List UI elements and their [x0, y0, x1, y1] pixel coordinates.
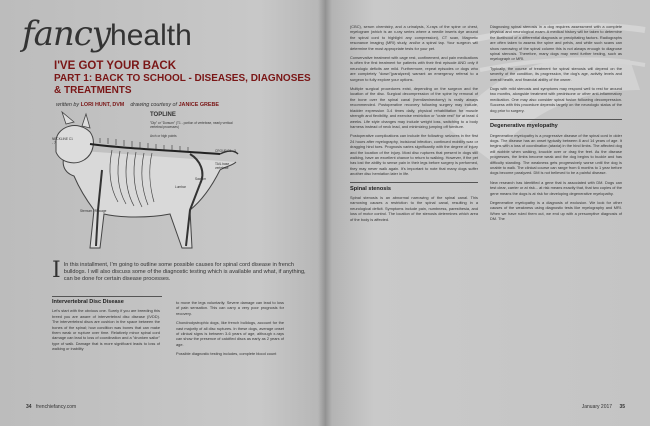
section-rule — [490, 119, 622, 120]
right-column-1 — [350, 24, 478, 226]
right-col2-p3: Dogs with mild stenosis and symptoms may respond well to rest for around two months, alongside treatment with prednisone or other anti-inflammatory medication. One may also consider spinal fusion following decompression. Success with this procedure depends largely on the neurologic status of the dog prior to surgery. — [490, 86, 622, 113]
label-dip: "Dip" or "Dorsum" (T1 - portion of vertebrae, nearly vertical vertebral processes) — [150, 121, 233, 129]
footer-date: January 2017 — [581, 404, 613, 410]
right-col2-p6: Degenerative myelopathy is a diagnosis of exclusion. We look for other causes of the weakness using diagnostic tests like myelography and MRI. When we have ruled them out, we end up with a presumptive diagnosis of DM. The — [490, 199, 622, 222]
title-line-2: PART 1: BACK TO SCHOOL - DISEASES, DIAGNOSES — [54, 73, 311, 84]
masthead-health: health — [110, 19, 192, 52]
heading-degenerative-myelopathy: Degenerative myelopathy — [490, 123, 558, 130]
byline-written-prefix: written by — [56, 102, 80, 108]
footer-left — [26, 404, 76, 410]
left-col2-p2: Chondrodystrophic dogs, like french bulldogs, account for the vast majority of all disc ruptures. In these dogs, average onset of clinical signs is between 3-6 years of age, although x-rays can show the presence of calcified discs as early as 2 years of age. — [176, 320, 284, 347]
left-col2-p3: Possible diagnostic testing includes, complete blood count — [176, 351, 277, 357]
section-masthead — [22, 14, 192, 54]
footer-site: frenchiefancy.com — [35, 404, 77, 410]
label-arch: Arch or high points — [150, 134, 177, 138]
left-col2-p1: to move the legs voluntarily. Severe damage can lead to loss of pain sensation. This can carry a very poor prognosis for recovery. — [176, 300, 284, 316]
intro-paragraph — [52, 258, 312, 283]
right-column-2 — [490, 24, 622, 226]
dog-skeleton-illustration — [50, 110, 245, 255]
page-number-left: 34 — [26, 404, 32, 410]
section-rule — [350, 182, 478, 183]
byline-illustrator: JANICE GREBE — [178, 102, 220, 108]
title-line-1: I'VE GOT YOUR BACK — [54, 60, 177, 72]
topline-label: TOPLINE — [150, 112, 176, 118]
label-sternum: Sternum / Ribcage — [80, 209, 107, 213]
heading-spinal-stenosis: Spinal stenosis — [350, 185, 392, 192]
left-column-2 — [176, 300, 284, 361]
label-sacrum: Sacrum — [195, 177, 206, 181]
right-col1-p1: (CBC), serum chemistry, and a urinalysis, X-rays of the spine or chest, myelogram (which is an x-ray series where a needle inserts dye around the spinal cord to highlight any compression), CT scan, Magnetic resonance imaging (MRI) study, and/or a spinal tap. Your surgeon will determine the most appropriate tests for your pet. — [350, 24, 478, 51]
byline-author: LORI HUNT, DVM — [80, 102, 125, 108]
byline — [56, 102, 219, 108]
right-col2-p5: New research has identified a gene that is associated with DM. Dogs can test clear, carrier or at risk... at risk means exactly that, that two copies of the gene means the dogs is at risk for developing degenerative myelopathy. — [490, 179, 622, 196]
article-title — [54, 60, 344, 97]
right-col1-p2: Conservative treatment with cage rest, confinement, and pain medications is often the first treatment for patients with their first episode AND only if neurologic deficits are mild. Furthermore, repeat episodes or dogs who are completely "down"(paralyzed) warrant an emergency referral to a surgeon to fully explore your options. — [350, 55, 478, 82]
masthead-fancy: fancy — [22, 14, 111, 54]
right-col1-p5: Spinal stenosis is an abnormal narrowing of the spinal canal. This narrowing causes a restriction to the spinal canal, resulting in a neurological deficit. Symptoms include pain, numbness, paresthesia, and loss of motor control. The location of the stenosis determines which area of the body is affected. — [350, 194, 478, 222]
label-croup: CROUP S1 - 3 — [215, 149, 236, 153]
drop-cap: I — [52, 258, 61, 283]
label-tail: TAIL base vertebrae — [215, 162, 230, 170]
label-lumbar: Lumbar — [175, 185, 186, 189]
right-col2-p1: Diagnosing spinal stenosis in a dog requires assessment with a complete physical and neurological exam. A medical history will be taken to determine the likelihood of a differential diagnosis or precipitating factors. Radiographs are often taken to assess the spine and pelvis, and while such scans can show narrowing of the spinal column this is not always enough to diagnose spinal stenosis. Therefore, many dogs may need further testing, such as myelograph or MRI. — [490, 24, 622, 62]
heading-ivdd: Intervertebral Disc Disease — [52, 299, 124, 305]
page-number-right: 35 — [619, 404, 625, 410]
section-rule — [52, 296, 162, 297]
left-column-1 — [52, 300, 160, 356]
byline-drawing-prefix: drawing courtesy of — [130, 102, 178, 108]
right-col2-p2: Typically, the course of treatment for spinal stenosis will depend on the severity of the condition, its progression, the dog's age, activity levels and overall health, and financial ability of the owner. — [490, 65, 622, 82]
right-col1-p3: Multiple surgical procedures exist, depending on the surgeon and the location of the disc. Surgical decompression of the spine by removal of the bone over the spinal canal (hemilaminectomy) is really always recommended. Postoperative recovery following surgery may include, bladder expression 3-4 times daily, physical rehabilitation for muscle strength and flexibility, and exercise restriction or "crate rest" for at least 4 weeks. Life style changes may include weight loss, switching to a body harness instead of neck lead, and minimizing jumping off furniture. — [350, 86, 478, 129]
right-col2-p4: Degenerative myelopathy is a progressive disease of the spinal cord in older dogs. The disease has an onset typically between 8 and 14 years of age. It begins with a loss of coordination (ataxia) in the hind limbs. The affected dog will wobble when walking, knuckle over or drag the feet. As the disease progresses, the limbs become weak and the dog begins to buckle and has difficulty standing. The weakness gets progressively worse until the dog is unable to walk. The clinical course can range from 6 months to 1 year before dogs become paralyzed. DM is not believed to be a painful disease. — [490, 132, 622, 176]
label-neckline: NECKLINE C1 - 7 — [52, 137, 73, 145]
footer-right — [582, 404, 628, 410]
intro-text: In this installment, I'm going to outline some possible causes for spinal cord disease in french bulldogs. I will also discuss some of the diagnostic testing which is available and what, if anything, can be done for certain disease processes. — [63, 262, 306, 282]
right-col1-p4: Postoperative complications can include the following: seizures in the first 24 hours after myelography, incisional infection, continued mobility wax or dragging hind toes. Prognosis varies significantly with the degree of injury and the location of the injury. Most disc ruptures that present in dogs still walking, have an excellent chance to return to walking. However, if the pet has lost the ability to sense pain in their legs before surgery is performed, they may never walk again. It's important to note that many dogs suffer another disc herniation later in life. — [350, 133, 478, 177]
ivdd-paragraph: Let's start with the obvious one. Surely if you are breeding this breed you are aware of intervertebral disc disease (IVDD). The intervertebral discs are cushion in the space between the bones of the spinal; how condition was bones that can make them weak or rupture over time. Relatively minor spinal cord damage can lead to loss of coordination and a "drunken sailor" type of walk. Damage that is more significant leads to loss of walking or inability — [52, 308, 160, 352]
title-line-3: & TREATMENTS — [54, 85, 132, 96]
